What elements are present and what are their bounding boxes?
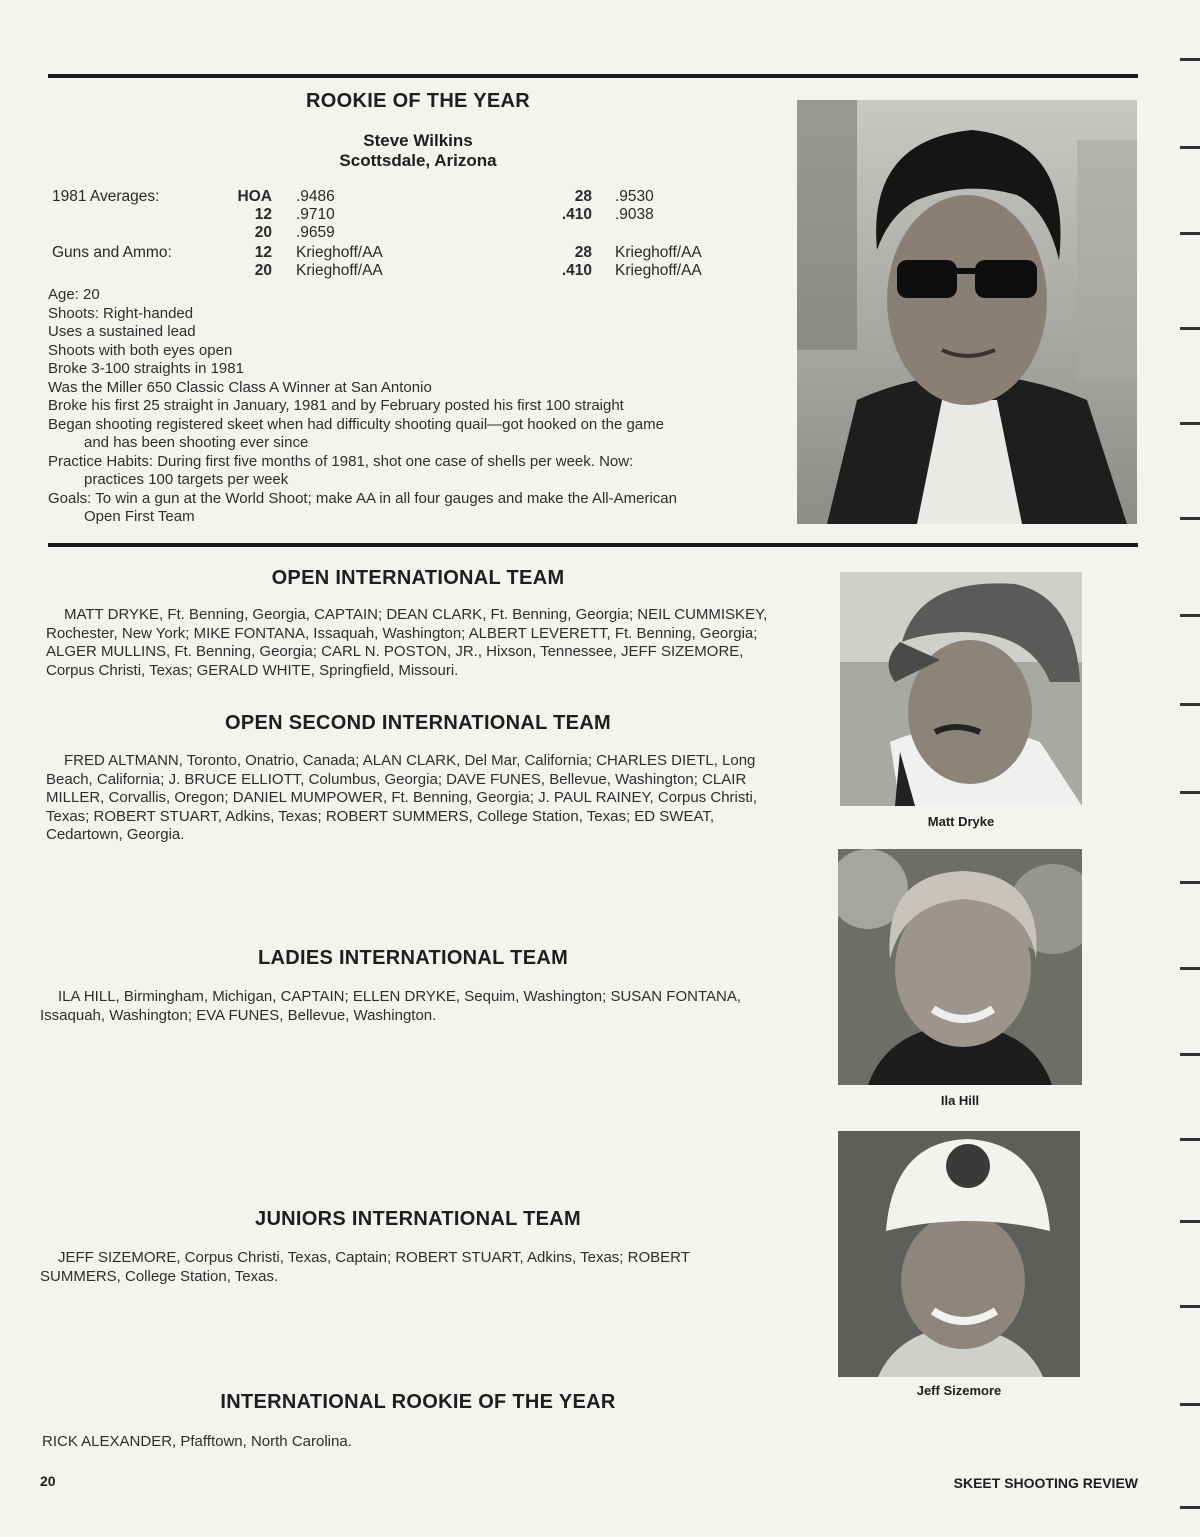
ila-hill-photo bbox=[838, 849, 1082, 1085]
jeff-sizemore-caption: Jeff Sizemore bbox=[916, 1383, 1002, 1398]
rookie-title: ROOKIE OF THE YEAR bbox=[306, 90, 530, 112]
averages-label: 1981 Averages: bbox=[52, 188, 160, 205]
portrait-sunglasses-man-image bbox=[797, 100, 1137, 524]
bio-line: Uses a sustained lead bbox=[48, 323, 196, 340]
bio-line: Began shooting registered skeet when had difficulty shooting quail—got hooked on the game bbox=[48, 415, 664, 433]
binder-mark bbox=[1180, 58, 1200, 61]
bio-line: Open First Team bbox=[84, 508, 195, 525]
juniors-team-title: JUNIORS INTERNATIONAL TEAM bbox=[255, 1208, 581, 1230]
bio-line: Age: 20 bbox=[48, 286, 100, 303]
guns-label: Guns and Ammo: bbox=[52, 244, 172, 261]
avg-value: .9486 bbox=[296, 188, 335, 205]
matt-dryke-photo bbox=[840, 572, 1082, 806]
page-number: 20 bbox=[40, 1473, 56, 1489]
binder-mark bbox=[1180, 146, 1200, 149]
gun-value: Krieghoff/AA bbox=[296, 262, 383, 279]
open-team-title: OPEN INTERNATIONAL TEAM bbox=[271, 567, 565, 589]
open-team-text bbox=[46, 606, 776, 680]
binder-mark bbox=[1180, 1305, 1200, 1308]
rookie-bio bbox=[48, 286, 788, 527]
avg-gauge: 20 bbox=[254, 224, 272, 241]
avg-value: .9659 bbox=[296, 224, 335, 241]
binder-mark bbox=[1180, 967, 1200, 970]
binder-mark bbox=[1180, 517, 1200, 520]
bio-line: and has been shooting ever since bbox=[84, 434, 309, 451]
binder-mark bbox=[1180, 1138, 1200, 1141]
ladies-team-text bbox=[40, 988, 775, 1025]
ladies-team-paragraph: ILA HILL, Birmingham, Michigan, CAPTAIN; ELLEN DRYKE, Sequim, Washington; SUSAN FONTANA, Issaquah, Washington; EVA FUNES, Bellevue, Washington. bbox=[40, 988, 742, 1024]
intl-rookie-text: RICK ALEXANDER, Pfafftown, North Carolina. bbox=[42, 1433, 352, 1450]
avg-gauge: 28 bbox=[574, 188, 592, 205]
portrait-cap-youth-image bbox=[838, 1131, 1080, 1377]
juniors-team-paragraph: JEFF SIZEMORE, Corpus Christi, Texas, Captain; ROBERT STUART, Adkins, Texas; ROBERT SUMMERS, College Station, Texas. bbox=[40, 1249, 690, 1285]
bio-line: Practice Habits: During first five months of 1981, shot one case of shells per week. Now: bbox=[48, 452, 634, 470]
binder-mark bbox=[1180, 1403, 1200, 1406]
publication-name: SKEET SHOOTING REVIEW bbox=[953, 1475, 1138, 1491]
matt-dryke-caption: Matt Dryke bbox=[927, 814, 995, 829]
rookie-photo bbox=[797, 100, 1137, 524]
gun-value: Krieghoff/AA bbox=[296, 244, 383, 261]
ladies-team-title: LADIES INTERNATIONAL TEAM bbox=[257, 947, 569, 969]
binder-mark bbox=[1180, 1220, 1200, 1223]
avg-gauge: .410 bbox=[561, 206, 592, 223]
open-team-paragraph: MATT DRYKE, Ft. Benning, Georgia, CAPTAIN; DEAN CLARK, Ft. Benning, Georgia; NEIL CUMMISKEY, Rochester, New York; MIKE FONTANA, Issaquah, Washington; ALBERT LEVERETT, Ft. Benning, Georgia; ALGER MULLINS, Ft. Benning, Georgia; CARL N. POSTON, JR., Hixson, Tennessee, JEFF SIZEMORE, Corpus Christi, Texas; GERALD WHITE, Springfield, Missouri. bbox=[46, 606, 768, 679]
binder-mark bbox=[1180, 614, 1200, 617]
avg-value: .9038 bbox=[615, 206, 654, 223]
gun-gauge: 28 bbox=[574, 244, 592, 261]
avg-value: .9530 bbox=[615, 188, 654, 205]
binder-mark bbox=[1180, 232, 1200, 235]
open-second-team-paragraph: FRED ALTMANN, Toronto, Onatrio, Canada; ALAN CLARK, Del Mar, California; CHARLES DIETL, Long Beach, California; J. BRUCE ELLIOTT, Columbus, Georgia; DAVE FUNES, Bellevue, Washington; CLAIR MILLER, Corvallis, Oregon; DANIEL MUMPOWER, Ft. Benning, Georgia; J. PAUL RAINEY, Corpus Christi, Texas; ROBERT STUART, Adkins, Texas; ROBERT SUMMERS, College Station, Texas; ED SWEAT, Cedartown, Georgia. bbox=[46, 752, 758, 843]
juniors-team-text bbox=[40, 1249, 760, 1286]
bio-line: Broke his first 25 straight in January, 1981 and by February posted his first 100 straight bbox=[48, 397, 624, 414]
binder-mark bbox=[1180, 791, 1200, 794]
open-second-team-title: OPEN SECOND INTERNATIONAL TEAM bbox=[224, 712, 612, 734]
section-rule bbox=[48, 543, 1138, 547]
gun-value: Krieghoff/AA bbox=[615, 262, 702, 279]
rookie-name: Steve Wilkins bbox=[363, 131, 473, 150]
open-second-team-text bbox=[46, 752, 776, 845]
binder-mark bbox=[1180, 881, 1200, 884]
bio-line: Shoots with both eyes open bbox=[48, 341, 233, 359]
binder-mark bbox=[1180, 1053, 1200, 1056]
gun-gauge: 12 bbox=[254, 244, 272, 261]
avg-gauge: HOA bbox=[237, 188, 272, 205]
avg-gauge: 12 bbox=[254, 206, 272, 223]
bio-line: Was the Miller 650 Classic Class A Winner at San Antonio bbox=[48, 378, 432, 396]
portrait-cap-man-image bbox=[840, 572, 1082, 806]
jeff-sizemore-photo bbox=[838, 1131, 1080, 1377]
binder-mark bbox=[1180, 1506, 1200, 1509]
binder-mark bbox=[1180, 327, 1200, 330]
avg-value: .9710 bbox=[296, 206, 335, 223]
binder-mark bbox=[1180, 703, 1200, 706]
ila-hill-caption: Ila Hill bbox=[940, 1093, 980, 1108]
gun-value: Krieghoff/AA bbox=[615, 244, 702, 261]
binder-mark bbox=[1180, 422, 1200, 425]
gun-gauge: .410 bbox=[561, 262, 592, 279]
bio-line: Shoots: Right-handed bbox=[48, 304, 194, 322]
bio-line: Goals: To win a gun at the World Shoot; make AA in all four gauges and make the All-American bbox=[48, 489, 677, 507]
bio-line: Broke 3-100 straights in 1981 bbox=[48, 360, 244, 377]
portrait-woman-image bbox=[838, 849, 1082, 1085]
gun-gauge: 20 bbox=[254, 262, 272, 279]
rookie-location: Scottsdale, Arizona bbox=[339, 151, 497, 170]
top-rule bbox=[48, 74, 1138, 78]
intl-rookie-title: INTERNATIONAL ROOKIE OF THE YEAR bbox=[220, 1391, 616, 1413]
bio-line: practices 100 targets per week bbox=[84, 471, 289, 488]
